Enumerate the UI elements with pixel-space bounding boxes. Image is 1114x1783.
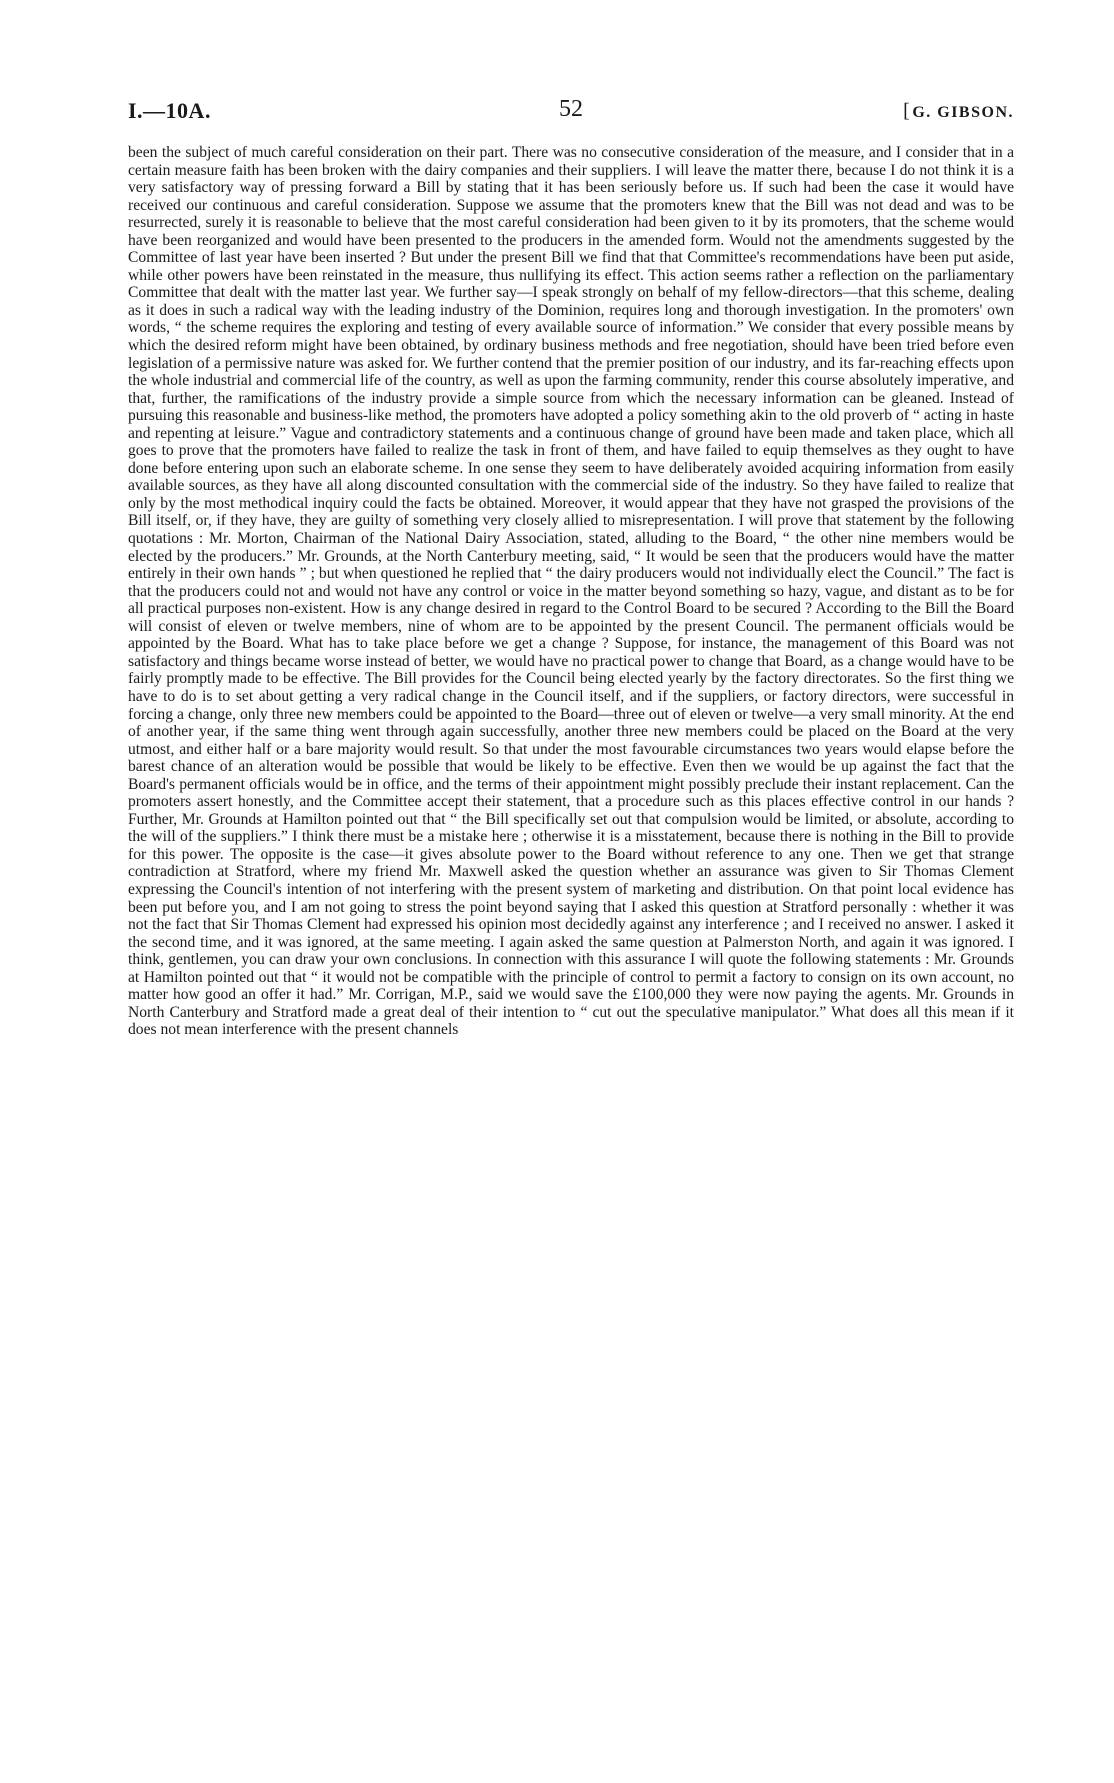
bracket-mark: [: [903, 100, 912, 122]
page-header: [128, 98, 1014, 132]
document-page: [128, 98, 1014, 1039]
evidence-paragraph: been the subject of much careful consideration on their part. There was no consecutive consideration of the measure, and I consider that in a certain measure faith has been broken with the dairy companies and their suppliers. I will leave the matter there, because I do not think it is a very satisfactory way of pressing forward a Bill by stating that it has been seriously before us. If such had been the case it would have received our continuous and careful consideration. Suppose we assume that the promoters knew that the Bill was not dead and was to be resurrected, surely it is reasonable to believe that the most careful consideration had been given to it by its promoters, that the scheme would have been reorganized and would have been presented to the producers in the amended form. Would not the amendments suggested by the Committee of last year have been inserted ? But under the present Bill we find that that Committee's recommendations have been put aside, while other powers have been reinstated in the measure, thus nullifying its effect. This action seems rather a reflection on the parliamentary Committee that dealt with the matter last year. We further say—I speak strongly on behalf of my fellow-directors—that this scheme, dealing as it does in such a radical way with the leading industry of the Dominion, requires long and thorough investigation. In the promoters' own words, “ the scheme requires the exploring and testing of every available source of information.” We consider that every possible means by which the desired reform might have been obtained, by ordinary business methods and free negotiation, should have been tried before even legislation of a permissive nature was asked for. We further contend that the premier position of our industry, and its far-reaching effects upon the whole industrial and commercial life of the country, as well as upon the farming community, render this course absolutely imperative, and that, further, the ramifications of the industry provide a simple source from which the necessary information can be gleaned. Instead of pursuing this reasonable and business-like method, the promoters have adopted a policy something akin to the old proverb of “ acting in haste and repenting at leisure.” Vague and contradictory statements and a continuous change of ground have been made and taken place, which all goes to prove that the promoters have failed to realize the task in front of them, and have failed to equip themselves as they ought to have done before entering upon such an elaborate scheme. In one sense they seem to have deliberately avoided acquiring information from easily available sources, as they have all along discounted consultation with the commercial side of the industry. So they have failed to realize that only by the most methodical inquiry could the facts be obtained. Moreover, it would appear that they have not grasped the provisions of the Bill itself, or, if they have, they are guilty of something very closely allied to misrepresentation. I will prove that statement by the following quotations : Mr. Morton, Chairman of the National Dairy Association, stated, alluding to the Board, “ the other nine members would be elected by the producers.” Mr. Grounds, at the North Canterbury meeting, said, “ It would be seen that the producers would have the matter entirely in their own hands ” ; but when questioned he replied that “ the dairy producers would not individually elect the Council.” The fact is that the producers could not and would not have any control or voice in the matter beyond something so hazy, vague, and distant as to be for all practical purposes non-existent. How is any change desired in regard to the Control Board to be secured ? According to the Bill the Board will consist of eleven or twelve members, nine of whom are to be appointed by the present Council. The permanent officials would be appointed by the Board. What has to take place before we get a change ? Suppose, for instance, the management of this Board was not satisfactory and things became worse instead of better, we would have no practical power to change that Board, as a change would have to be fairly promptly made to be effective. The Bill provides for the Council being elected yearly by the factory directorates. So the first thing we have to do is to set about getting a very radical change in the Council itself, and if the suppliers, or factory directors, were successful in forcing a change, only three new members could be appointed to the Board—three out of eleven or twelve—a very small minority. At the end of another year, if the same thing went through again successfully, another three new members could be placed on the Board at the very utmost, and either half or a bare majority would result. So that under the most favourable circumstances two years would elapse before the barest chance of an alteration would be possible that would be likely to be effective. Even then we would be up against the fact that the Board's permanent officials would be in office, and the terms of their appointment might possibly preclude their instant replacement. Can the promoters assert honestly, and the Committee accept their statement, that a procedure such as this places effective control in our hands ? Further, Mr. Grounds at Hamilton pointed out that “ the Bill specifically set out that compulsion would be limited, or absolute, according to the will of the suppliers.” I think there must be a mistake here ; otherwise it is a misstatement, because there is nothing in the Bill to provide for this power. The opposite is the case—it gives absolute power to the Board without reference to any one. Then we get that strange contradiction at Stratford, where my friend Mr. Maxwell asked the question whether an assurance was given to Sir Thomas Clement expressing the Council's intention of not interfering with the present system of marketing and distribution. On that point local evidence has been put before you, and I am not going to stress the point beyond saying that I asked this question at Stratford personally : whether it was not the fact that Sir Thomas Clement had expressed his opinion most decidedly against any interference ; and I received no answer. I asked it the second time, and it was ignored, at the same meeting. I again asked the same question at Palmerston North, and again it was ignored. I think, gentlemen, you can draw your own conclusions. In connection with this assurance I will quote the following statements : Mr. Grounds at Hamilton pointed out that “ it would not be compatible with the principle of control to permit a factory to consign on its own account, no matter how good an offer it had.” Mr. Corrigan, M.P., said we would save the £100,000 they were now paying the agents. Mr. Grounds in North Canterbury and Stratford made a great deal of their intention to “ cut out the speculative manipulator.” What does all this mean if it does not mean interference with the present channels: [128, 144, 1014, 1039]
witness-name-header: [903, 100, 1014, 123]
page-number: 52: [559, 96, 583, 122]
witness-name: G. GIBSON.: [912, 104, 1014, 121]
parliamentary-paper-number: I.—10A.: [128, 98, 211, 123]
